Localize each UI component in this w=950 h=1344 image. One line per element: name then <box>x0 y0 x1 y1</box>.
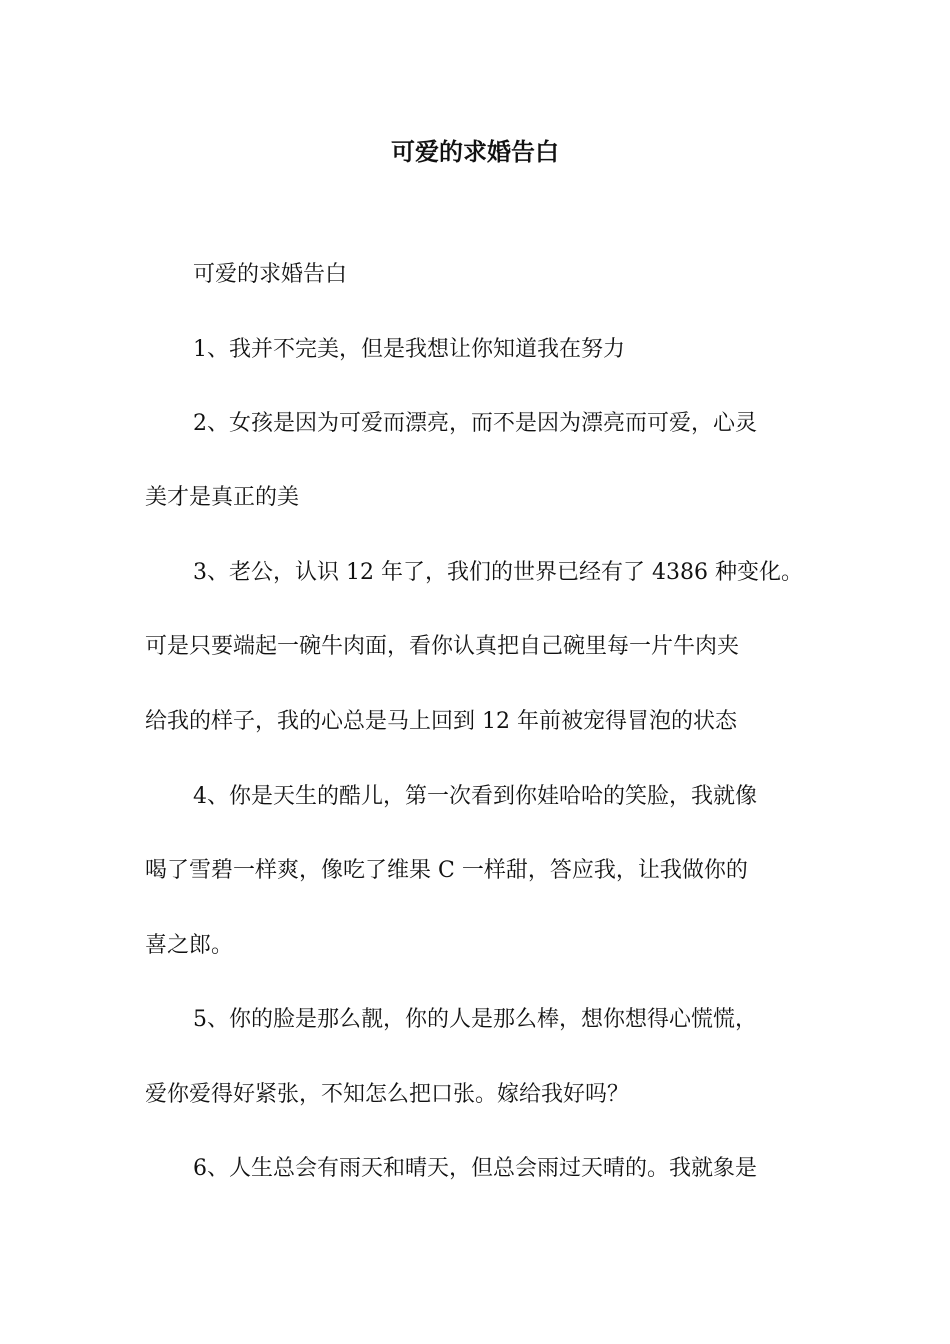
paragraph-line-item-2-cont: 美才是真正的美 <box>145 485 300 510</box>
paragraph-line-item-4-cont-1: 喝了雪碧一样爽，像吃了维果 C 一样甜，答应我，让我做你的 <box>145 858 748 883</box>
paragraph-line-item-3-cont-2: 给我的样子，我的心总是马上回到 12 年前被宠得冒泡的状态 <box>145 709 737 734</box>
paragraph-line-item-2: 2、女孩是因为可爱而漂亮，而不是因为漂亮而可爱，心灵 <box>193 411 757 436</box>
document-title: 可爱的求婚告白 <box>391 138 559 166</box>
paragraph-line-item-4: 4、你是天生的酷儿，第一次看到你娃哈哈的笑脸，我就像 <box>193 784 757 809</box>
paragraph-line-item-3-cont-1: 可是只要端起一碗牛肉面，看你认真把自己碗里每一片牛肉夹 <box>145 634 740 659</box>
paragraph-line-subtitle: 可爱的求婚告白 <box>193 262 348 287</box>
paragraph-line-item-6: 6、人生总会有雨天和晴天，但总会雨过天晴的。我就象是 <box>193 1156 757 1181</box>
paragraph-line-item-1: 1、我并不完美，但是我想让你知道我在努力 <box>193 337 625 362</box>
paragraph-line-item-5-cont: 爱你爱得好紧张，不知怎么把口张。嫁给我好吗？ <box>145 1082 630 1107</box>
paragraph-line-item-4-cont-2: 喜之郎。 <box>145 933 234 958</box>
paragraph-line-item-5: 5、你的脸是那么靓，你的人是那么棒，想你想得心慌慌， <box>193 1007 757 1032</box>
paragraph-line-item-3: 3、老公，认识 12 年了，我们的世界已经有了 4386 种变化。 <box>193 560 803 585</box>
